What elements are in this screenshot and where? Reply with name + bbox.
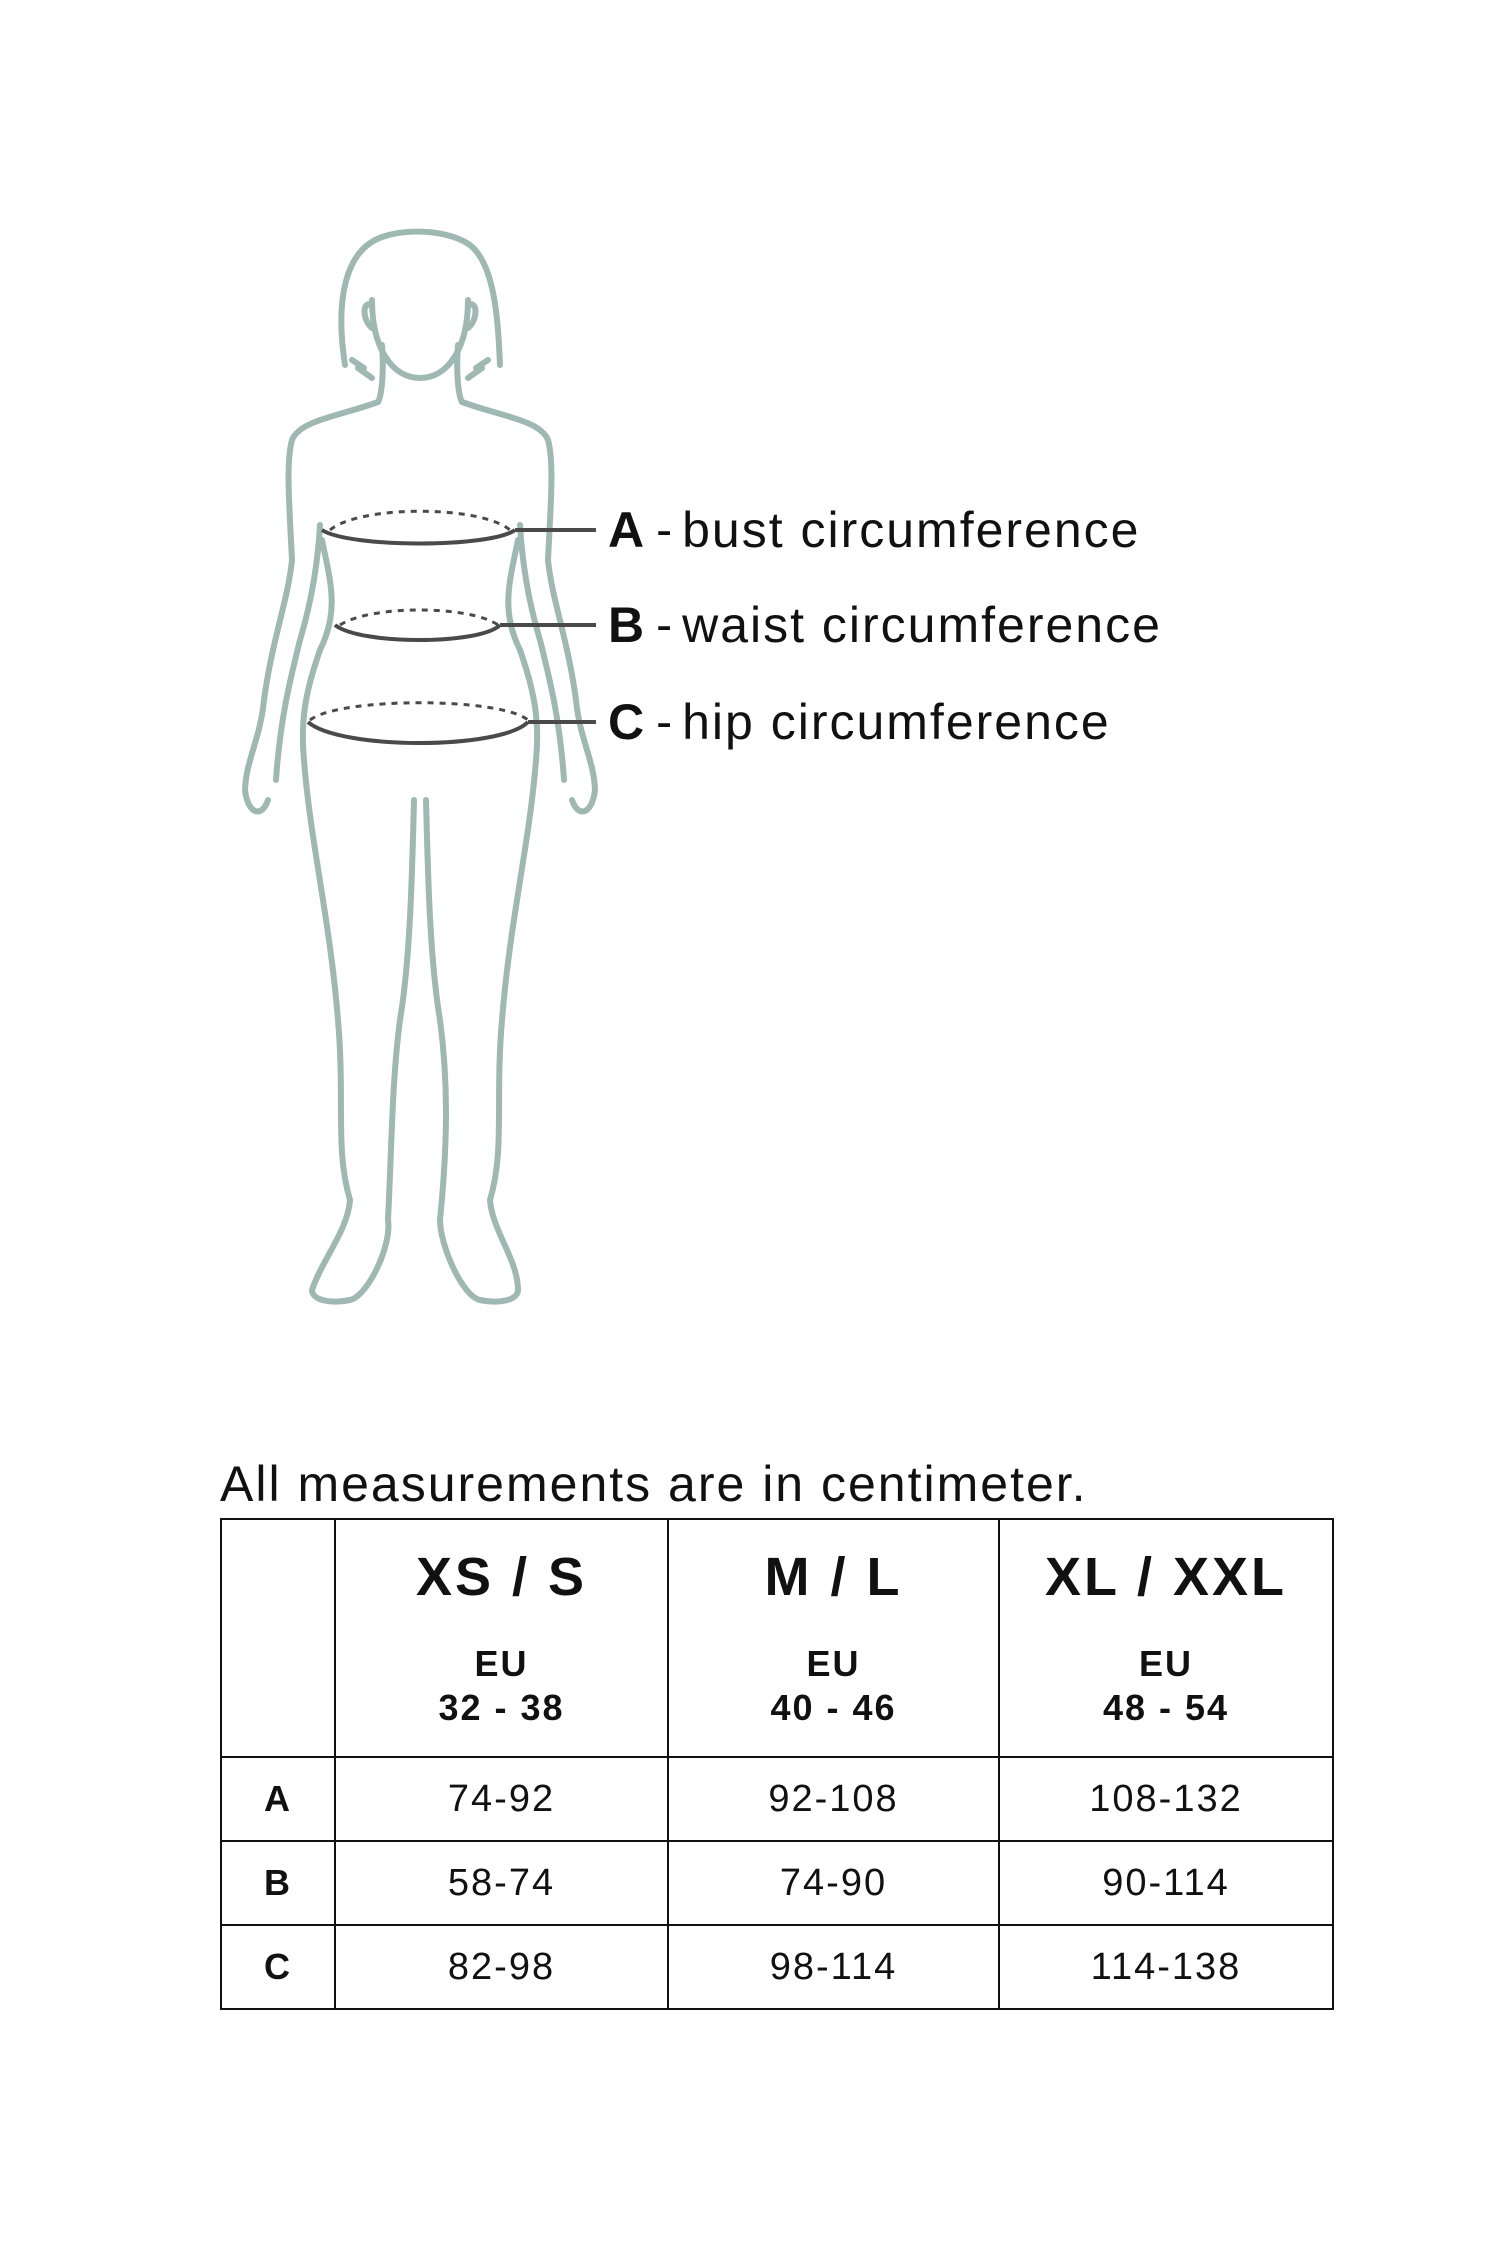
table-cell: 82-98 (335, 1925, 668, 2009)
hip-ring-front (308, 722, 528, 743)
size-eu-range: 48 - 54 (1102, 1687, 1230, 1728)
legend-letter: B (608, 597, 645, 653)
legend-item-waist (608, 595, 1162, 655)
bust-ring-back (330, 511, 510, 530)
table-row (221, 1841, 1333, 1925)
table-cell: 92-108 (668, 1757, 999, 1841)
table-row (221, 1925, 1333, 2009)
table-cell: 98-114 (668, 1925, 999, 2009)
table-cell: 108-132 (999, 1757, 1333, 1841)
size-eu-label: EU (474, 1643, 529, 1684)
table-cell: 114-138 (999, 1925, 1333, 2009)
waist-ring-front (335, 625, 500, 640)
table-cell: 58-74 (335, 1841, 668, 1925)
row-label: B (221, 1841, 335, 1925)
table-cell: 74-92 (335, 1757, 668, 1841)
table-row (221, 1757, 1333, 1841)
legend-dash: - (656, 695, 673, 749)
table-corner-cell (221, 1519, 335, 1757)
table-header-row (221, 1519, 1333, 1757)
size-name: XL / XXL (1044, 1547, 1288, 1607)
table-cell: 74-90 (668, 1841, 999, 1925)
legend-letter: A (608, 502, 645, 558)
legend-text: waist circumference (682, 597, 1162, 653)
table-cell: 90-114 (999, 1841, 1333, 1925)
size-name: XS / S (415, 1547, 588, 1607)
size-column-header (999, 1519, 1333, 1757)
size-table (220, 1518, 1334, 2010)
legend-item-hip (608, 692, 1111, 752)
size-column-header (668, 1519, 999, 1757)
legend-dash: - (656, 598, 673, 652)
legend-dash: - (656, 503, 673, 557)
legend-item-bust (608, 500, 1140, 560)
body-outline (245, 232, 595, 1302)
row-label: A (221, 1757, 335, 1841)
size-eu-label: EU (806, 1643, 861, 1684)
hip-ring-back (310, 703, 528, 720)
size-eu-range: 40 - 46 (770, 1687, 897, 1728)
size-eu-range: 32 - 38 (438, 1687, 565, 1728)
legend-letter: C (608, 694, 645, 750)
legend-text: bust circumference (682, 502, 1141, 558)
waist-ring-back (340, 610, 498, 625)
measurement-caption: All measurements are in centimeter. (220, 1456, 1088, 1512)
size-eu-label: EU (1138, 1643, 1193, 1684)
size-column-header (335, 1519, 668, 1757)
size-name: M / L (764, 1547, 903, 1607)
row-label: C (221, 1925, 335, 2009)
bust-ring-front (322, 530, 515, 544)
legend-text: hip circumference (682, 694, 1111, 750)
